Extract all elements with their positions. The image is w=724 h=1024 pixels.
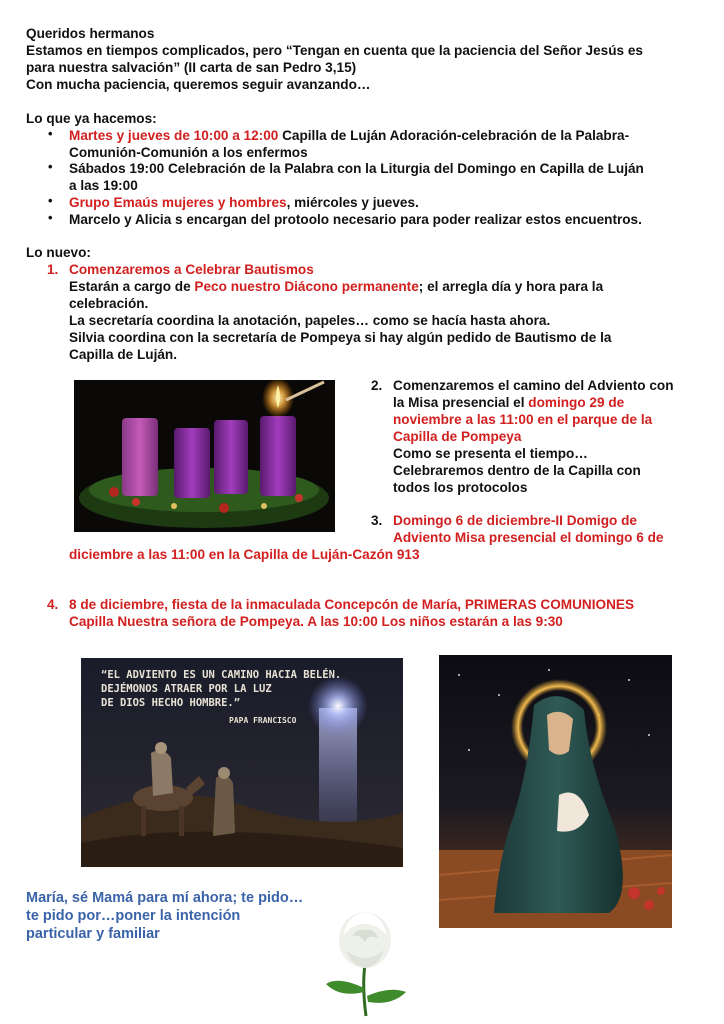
intro-line: Estamos en tiempos complicados, pero “Tengan en cuenta que la paciencia del Señor Jesús es: [26, 43, 643, 58]
highlight-text: Capilla de Pompeya: [393, 429, 522, 444]
item-number: 2.: [371, 378, 383, 393]
item-text: Capilla de Luján Adoración-celebración de la Palabra-: [278, 128, 630, 143]
advent-poster-image: [81, 658, 403, 867]
intro-line: Con mucha paciencia, queremos seguir avanzando…: [26, 77, 371, 92]
list-item-continued: a las 19:00: [69, 178, 138, 193]
quote-line: “EL ADVIENTO ES UN CAMINO HACIA BELÉN.: [101, 669, 342, 681]
quote-line: DE DIOS HECHO HOMBRE.”: [101, 697, 241, 709]
text-part: Estarán a cargo de: [69, 279, 195, 294]
item-text: Silvia coordina con la secretaría de Pompeya si hay algún pedido de Bautismo de la: [69, 330, 612, 345]
list-item: Marcelo y Alicia s encargan del protoolo necesario para poder realizar estos encuentros.: [69, 212, 642, 227]
item-text: celebración.: [69, 296, 149, 311]
poster-quote: [101, 668, 341, 710]
list-item: [69, 194, 419, 211]
greeting: Queridos hermanos: [26, 26, 155, 41]
white-rose-image: [318, 906, 412, 1018]
text-part: ; el arregla día y hora para la: [418, 279, 604, 294]
list-item: Sábados 19:00 Celebración de la Palabra con la Liturgia del Domingo en Capilla de Luján: [69, 161, 644, 176]
item-number: 1.: [47, 262, 59, 277]
item-text: Capilla de Luján.: [69, 347, 178, 362]
highlight-text: Capilla Nuestra señora de Pompeya. A las 10:00 Los niños estarán a las 9:30: [69, 614, 563, 629]
bullet-icon: •: [48, 159, 53, 174]
list-item: [69, 127, 629, 144]
item-number: 3.: [371, 513, 383, 528]
highlight-text: domingo 29 de: [528, 395, 625, 410]
prayer-line: te pido por…poner la intención: [26, 908, 241, 924]
item-number: 4.: [47, 597, 59, 612]
item-text: La secretaría coordina la anotación, papeles… como se hacía hasta ahora.: [69, 313, 551, 328]
advent-wreath-image: [74, 380, 335, 532]
virgin-mary-image: [439, 655, 672, 928]
highlight-text: Peco nuestro Diácono permanente: [194, 279, 419, 294]
item-text: Como se presenta el tiempo…: [393, 446, 588, 461]
intro-line: para nuestra salvación” (II carta de san Pedro 3,15): [26, 60, 357, 75]
text-part: la Misa presencial el: [393, 395, 529, 410]
prayer-line: María, sé Mamá para mí ahora; te pido…: [26, 890, 304, 906]
quote-line: DEJÉMONOS ATRAER POR LA LUZ: [101, 683, 272, 695]
bullet-icon: •: [48, 193, 53, 208]
item-text: [393, 394, 624, 411]
item-text: Celebraremos dentro de la Capilla con: [393, 463, 641, 478]
poster-author: PAPA FRANCISCO: [229, 716, 297, 725]
highlight-text: Domingo 6 de diciembre-II Domigo de: [393, 513, 637, 528]
item-title: Comenzaremos a Celebrar Bautismos: [69, 262, 314, 277]
item-text: Comenzaremos el camino del Adviento con: [393, 378, 674, 393]
section-heading: Lo nuevo:: [26, 245, 91, 260]
item-text: [69, 278, 603, 295]
highlight-text: Adviento Misa presencial el domingo 6 de: [393, 530, 664, 545]
item-text: todos los protocolos: [393, 480, 528, 495]
highlight-text: Martes y jueves de 10:00 a 12:00: [69, 128, 279, 143]
section-heading: Lo que ya hacemos:: [26, 111, 157, 126]
highlight-text: noviembre a las 11:00 en el parque de la: [393, 412, 653, 427]
list-item-continued: Comunión-Comunión a los enfermos: [69, 145, 308, 160]
bullet-icon: •: [48, 126, 53, 141]
item-text: , miércoles y jueves.: [286, 195, 419, 210]
highlight-text: 8 de diciembre, fiesta de la inmaculada Concepcón de María, PRIMERAS COMUNIONES: [69, 597, 635, 612]
prayer-line: particular y familiar: [26, 926, 160, 942]
bullet-icon: •: [48, 210, 53, 225]
highlight-text: diciembre a las 11:00 en la Capilla de Luján-Cazón 913: [69, 547, 420, 562]
highlight-text: Grupo Emaús mujeres y hombres: [69, 195, 287, 210]
